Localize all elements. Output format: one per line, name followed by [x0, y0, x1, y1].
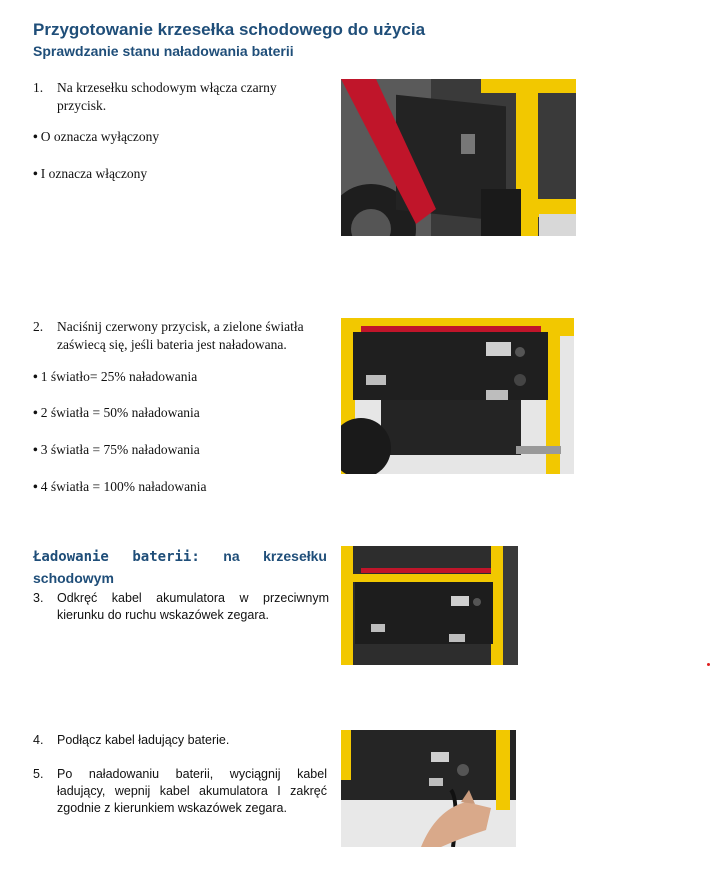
step-5-line-2: ładujący, wepnij kabel akumulatora I zakręć: [57, 784, 327, 798]
step-5-line-3: zgodnie z kierunkiem wskazówek zegara.: [57, 801, 287, 815]
step-1-line-2: przycisk.: [57, 98, 107, 113]
section-subtitle-battery-check: Sprawdzanie stanu naładowania baterii: [33, 43, 294, 59]
photo-stair-chair-power-switch: [341, 79, 576, 236]
step-5-number: 5.: [33, 767, 44, 781]
step-1-bullet-on: • I oznacza włączony: [33, 166, 148, 181]
step-4-number: 4.: [33, 733, 44, 747]
step-1: [33, 79, 333, 115]
photo-unscrew-battery-cable: [341, 546, 518, 665]
section-heading-charging: [33, 548, 327, 565]
bullet-text: O oznacza wyłączony: [40, 129, 160, 144]
heading-word: na: [223, 548, 240, 564]
step-4: [33, 732, 229, 749]
heading-word: krzesełku: [263, 548, 327, 564]
step-4-text: Podłącz kabel ładujący baterie.: [57, 733, 230, 747]
bullet-text: 2 światła = 50% naładowania: [40, 405, 200, 420]
bullet-text: 4 światła = 100% naładowania: [40, 479, 207, 494]
step-5: [33, 766, 327, 817]
step-2-line-1: Naciśnij czerwony przycisk, a zielone światła: [57, 319, 304, 334]
bullet-text: I oznacza włączony: [40, 166, 148, 181]
step-2-bullet-2: • 2 światła = 50% naładowania: [33, 405, 200, 420]
step-1-number: 1.: [33, 80, 44, 95]
step-5-line-1: Po naładowaniu baterii, wyciągnij kabel: [57, 767, 327, 781]
step-3-number: 3.: [33, 591, 44, 605]
step-2-line-2: zaświecą się, jeśli bateria jest naładowana.: [57, 337, 287, 352]
photo-battery-indicator: [341, 318, 574, 474]
heading-word: baterii:: [132, 549, 200, 565]
step-2-bullet-4: • 4 światła = 100% naładowania: [33, 479, 207, 494]
step-2-bullet-3: • 3 światła = 75% naładowania: [33, 442, 200, 457]
page-title: Przygotowanie krzesełka schodowego do użycia: [33, 20, 426, 39]
step-2-bullet-1: • 1 światło= 25% naładowania: [33, 369, 198, 384]
photo-connect-charging-cable: [341, 730, 516, 847]
step-3-line-1: Odkręć kabel akumulatora w przeciwnym: [57, 591, 329, 605]
step-1-bullet-off: • O oznacza wyłączony: [33, 129, 160, 144]
red-dot-mark: [707, 663, 710, 666]
heading-word: Ładowanie: [33, 549, 109, 565]
step-3: [33, 590, 329, 624]
step-3-line-2: kierunku do ruchu wskazówek zegara.: [57, 608, 269, 622]
bullet-text: 1 światło= 25% naładowania: [40, 369, 198, 384]
step-1-line-1: Na krzesełku schodowym włącza czarny: [57, 80, 277, 95]
section-heading-charging-line-2: schodowym: [33, 570, 114, 586]
bullet-text: 3 światła = 75% naładowania: [40, 442, 200, 457]
step-2: [33, 318, 338, 354]
step-2-number: 2.: [33, 319, 44, 334]
